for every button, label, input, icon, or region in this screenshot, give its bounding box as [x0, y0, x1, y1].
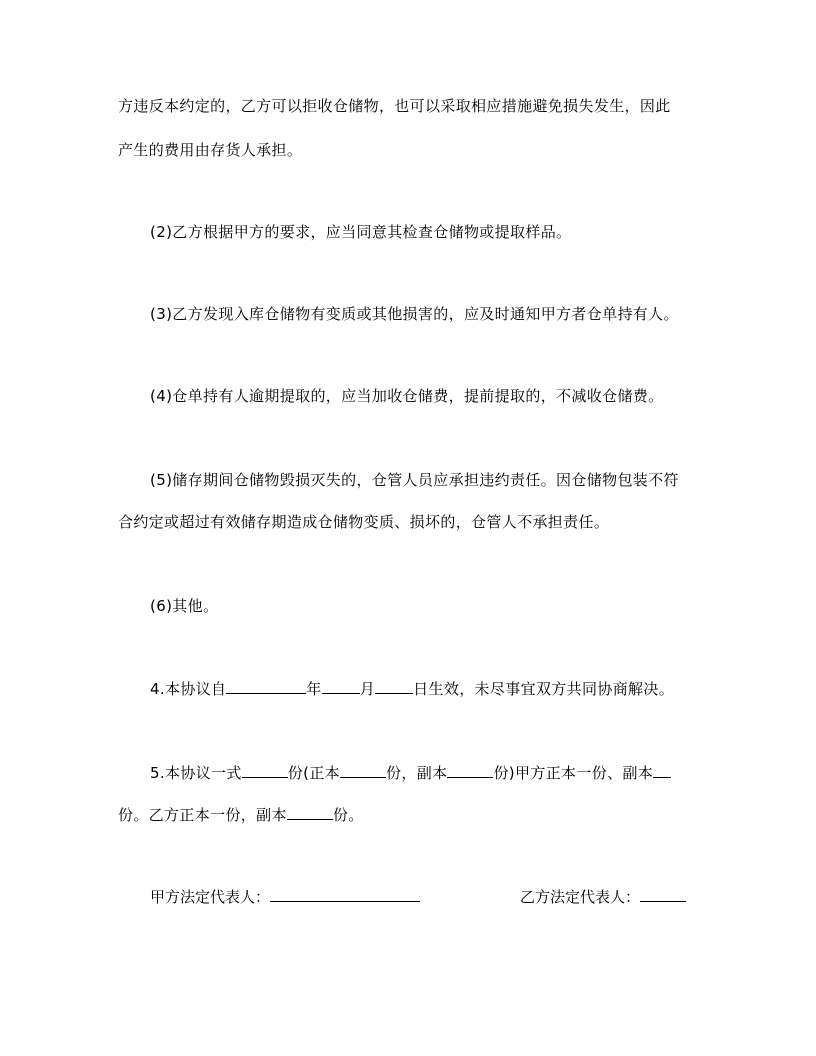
party-b-signature — [520, 886, 686, 907]
day-blank — [375, 678, 413, 694]
party-b-duplicate-blank — [287, 804, 333, 820]
party-a-label: 甲方法定代表人： — [150, 888, 271, 906]
clause-item-4: (4)仓单持有人逾期提取的，应当加收仓储费，提前提取的，不减收仓储费。 — [150, 387, 664, 405]
clause-item-3: (3)乙方发现入库仓储物有变质或其他损害的，应及时通知甲方者仓单持有人。 — [150, 305, 679, 323]
party-a-signature-line — [270, 886, 420, 902]
clause-5-copies-continued — [118, 804, 698, 825]
clause-5-prefix: 5.本协议一式 — [150, 764, 242, 782]
paragraph-line: 产生的费用由存货人承担。 — [118, 141, 303, 159]
year-blank — [226, 678, 306, 694]
party-b-signature-line — [640, 886, 686, 902]
month-blank — [322, 678, 360, 694]
clause-item-5: (5)储存期间仓储物毁损灭失的，仓管人员应承担违约责任。因仓储物包装不符 — [150, 471, 679, 489]
clause-5-line2-suffix: 份。 — [332, 806, 364, 824]
paragraph-line: 方违反本约定的，乙方可以拒收仓储物，也可以采取相应措施避免损失发生，因此 — [118, 97, 671, 115]
clause-5-copies — [150, 762, 698, 783]
paragraph-line: 合约定或超过有效储存期造成仓储物变质、损坏的，仓管人不承担责任。 — [118, 513, 610, 531]
clause-5-part2: 份，副本 — [386, 764, 448, 782]
clause-item-2: (2)乙方根据甲方的要求，应当同意其检查仓储物或提取样品。 — [150, 223, 572, 241]
clause-4-suffix: 日生效，未尽事宜双方共同协商解决。 — [413, 680, 675, 698]
clause-5-part1: 份(正本 — [287, 764, 341, 782]
party-a-duplicate-blank — [653, 762, 671, 778]
copies-blank — [242, 762, 288, 778]
duplicate-copies-blank — [447, 762, 493, 778]
clause-5-part3: 份)甲方正本一份、副本 — [493, 764, 654, 782]
clause-4-effective-date — [150, 678, 698, 699]
party-a-signature — [150, 886, 420, 907]
clause-4-prefix: 4.本协议自 — [150, 680, 227, 698]
clause-item-6: (6)其他。 — [150, 597, 219, 615]
party-b-label: 乙方法定代表人： — [520, 888, 641, 906]
year-label: 年 — [306, 680, 322, 698]
month-label: 月 — [359, 680, 376, 698]
original-copies-blank — [340, 762, 386, 778]
clause-5-line2-prefix: 份。乙方正本一份，副本 — [118, 806, 287, 824]
